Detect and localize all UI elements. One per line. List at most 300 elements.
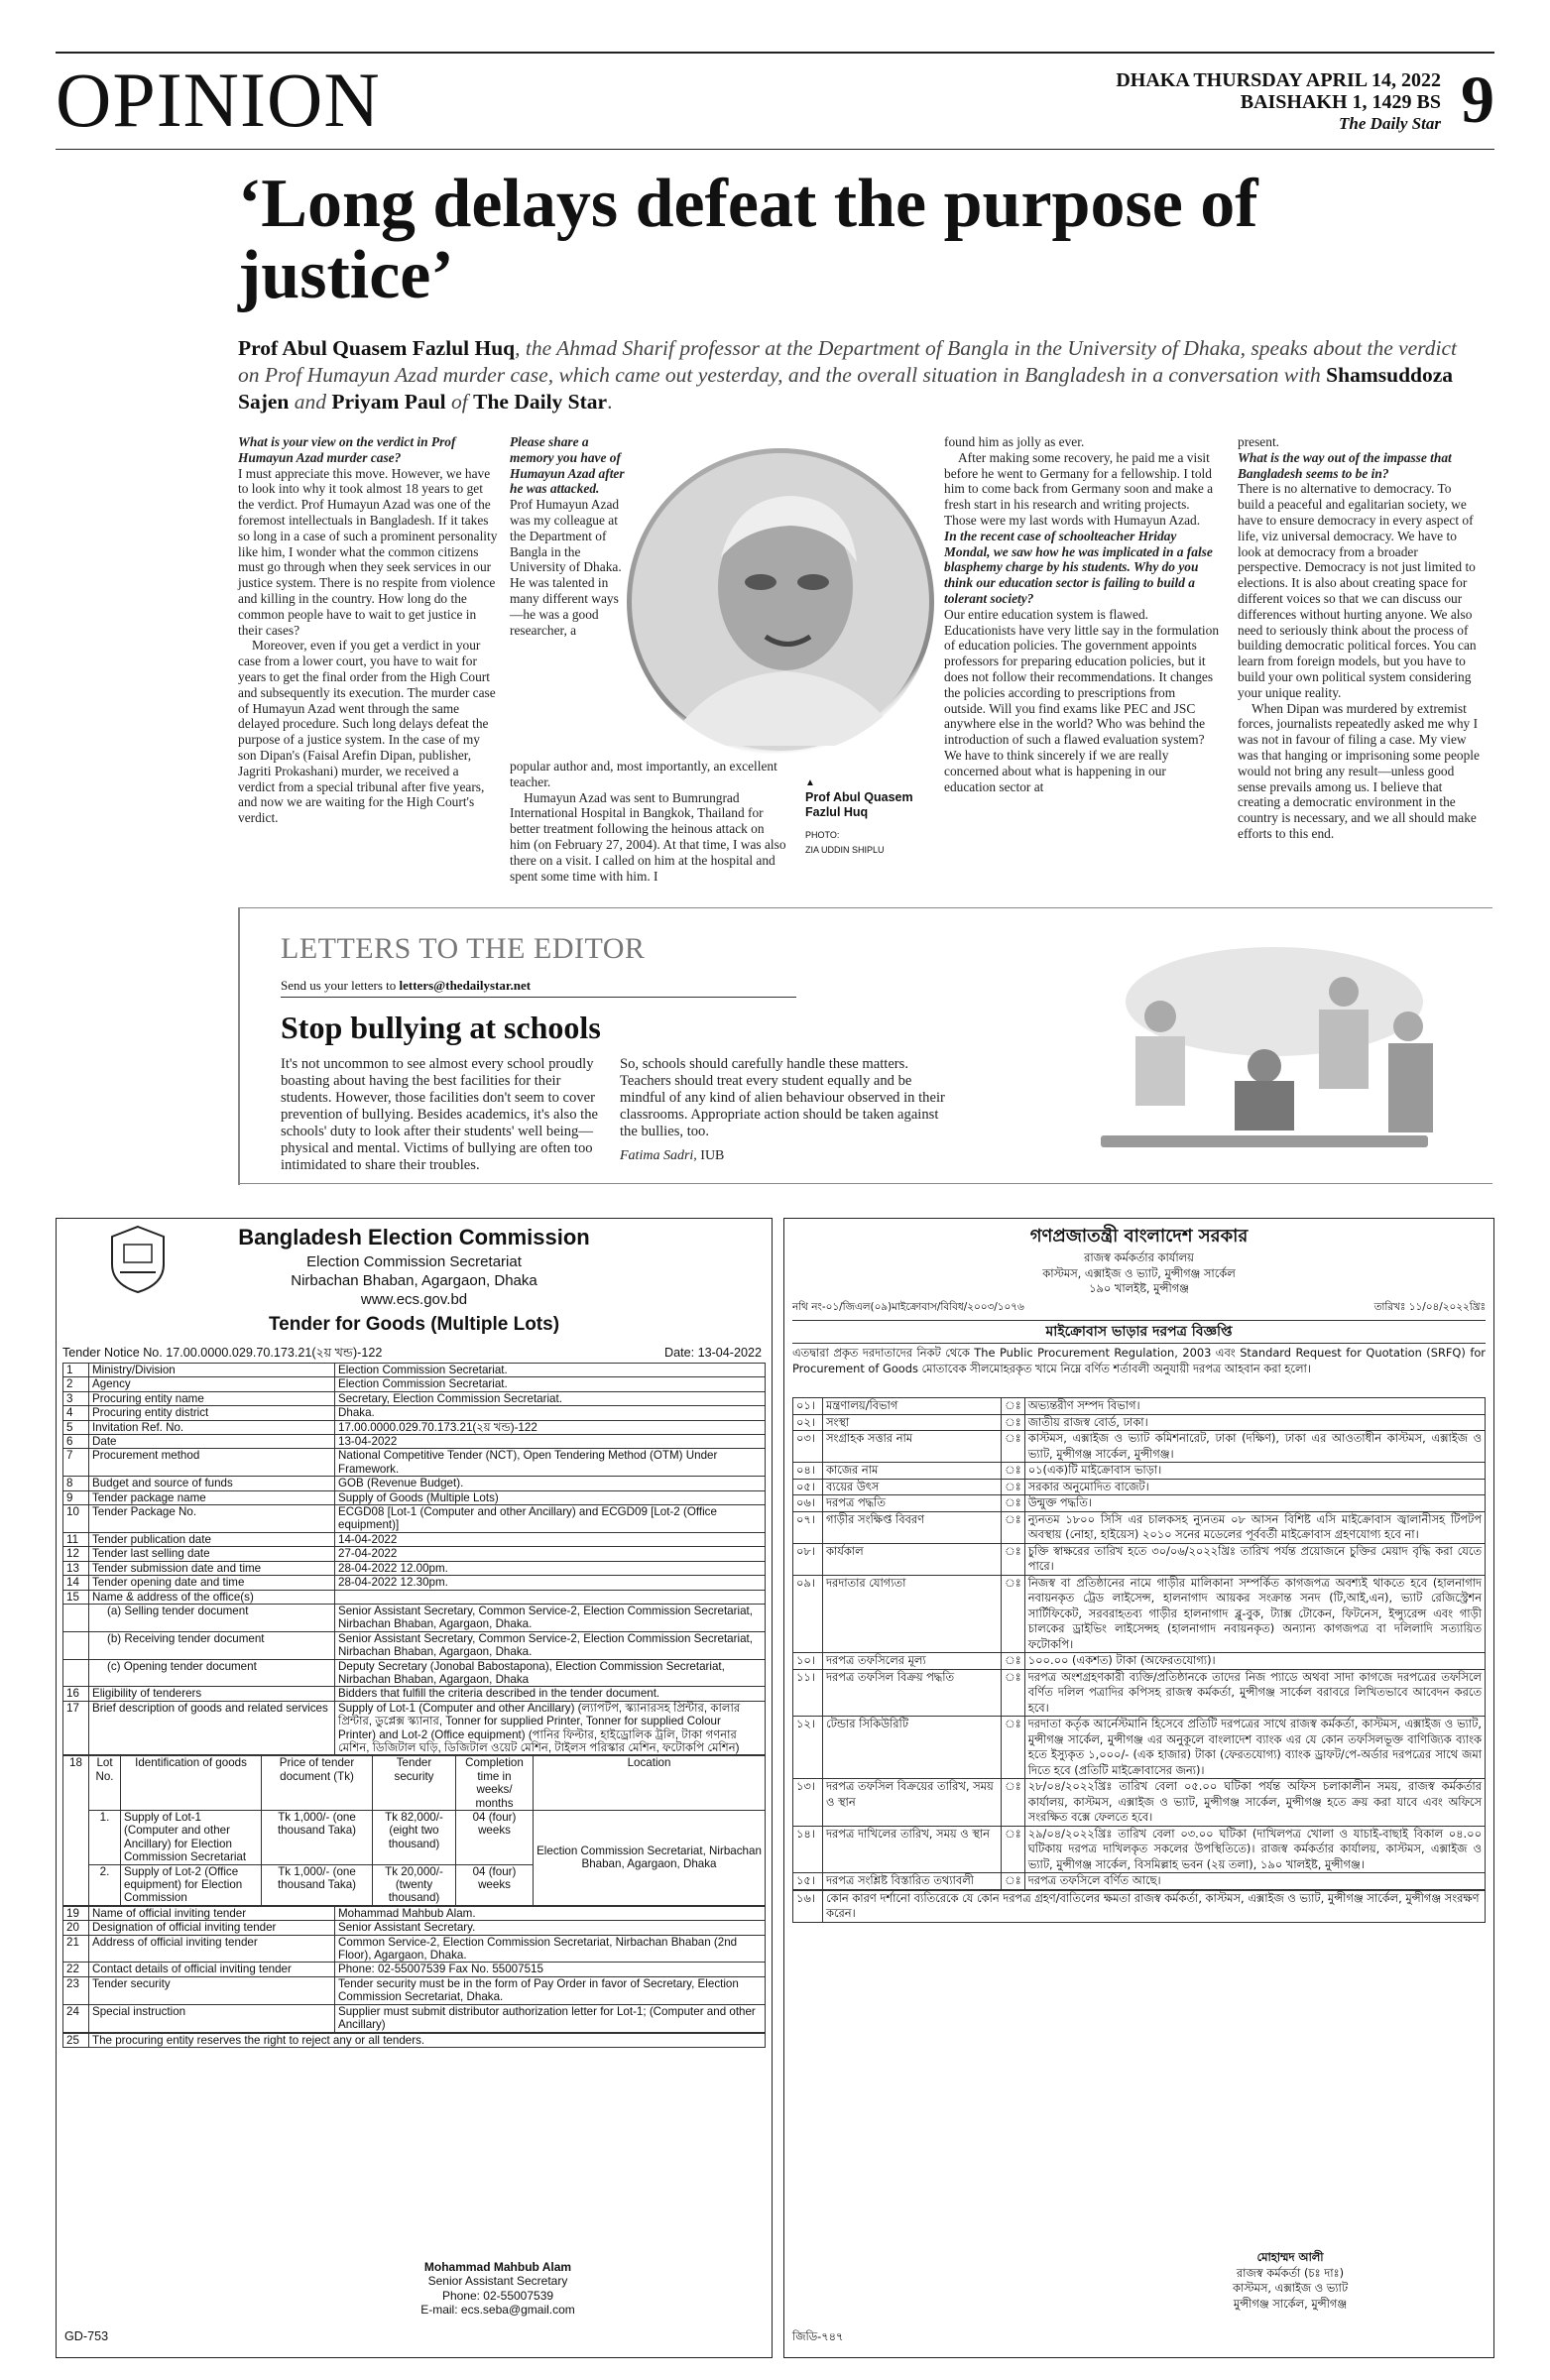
cell: Tender last selling date xyxy=(89,1547,335,1561)
bec-gd: GD-753 xyxy=(64,2329,109,2343)
colon-cell: ঃ xyxy=(1002,1543,1025,1575)
gov-signature xyxy=(1181,2250,1399,2312)
cell xyxy=(63,1631,89,1659)
cell: ১৫। xyxy=(793,1873,823,1890)
cell: 28-04-2022 12.00pm. xyxy=(335,1561,766,1575)
author-1: Shamsuddoza Sajen xyxy=(238,363,1454,414)
table-row xyxy=(63,1490,766,1504)
cell: Tender opening date and time xyxy=(89,1576,335,1590)
table-row xyxy=(63,1377,766,1391)
question: In the recent case of schoolteacher Hriday Mondal, we saw how he was implicated in a false blasphemy charge by his students. Why do you think our education sector is failing to build a tolerant society? xyxy=(944,528,1213,606)
cell: ০৪। xyxy=(793,1463,823,1480)
colon-cell: ঃ xyxy=(1002,1826,1025,1873)
table-row xyxy=(63,1963,766,1976)
cell: অভ্যন্তরীণ সম্পদ বিভাগ। xyxy=(1024,1398,1485,1415)
cell: 25 xyxy=(63,2033,89,2047)
gov-sig-circle: মুন্সীগঞ্জ সার্কেল, মুন্সীগঞ্জ xyxy=(1233,2296,1348,2311)
cell: ১২। xyxy=(793,1717,823,1779)
table-row xyxy=(793,1463,1486,1480)
cell: নিজস্ব বা প্রতিষ্ঠানের নামে গাড়ীর মালিকানা সম্পর্কিত কাগজপত্র অবশ্যই থাকতে হবে (হালনাগাদ নবায়নকৃত ট্রেড লাইসেন্স, হালনাগাদ আয়কর সংক্রান্ত সনদ (টি,আই,এন), ভ্যাট রেজিস্ট্রেশন সার্টিফিকেট, সরবরাহতব্য গাড়ীর হালনাগাদ ব্লু-বুক, ট্যাক্স টোকেন, ফিটনেস, ইন্স্যুরেন্স এবং গাড়ী চালকের ড্রাইভিং লাইসেন্সহ (হালনাগাদ নবায়নকৃত) অন্যান্য কাগজপত্র বা দলিলাদি সত্যায়িত ফটোকপি। xyxy=(1024,1575,1485,1653)
cell: Ministry/Division xyxy=(89,1364,335,1377)
cell: The procuring entity reserves the right to reject any or all tenders. xyxy=(89,2033,766,2047)
cell: সরকার অনুমোদিত বাজেট। xyxy=(1024,1479,1485,1495)
cell: Contact details of official inviting tender xyxy=(89,1963,335,1976)
cell: 1. xyxy=(89,1811,121,1865)
cell: দরপত্র অংশগ্রহণকারী ব্যক্তি/প্রতিষ্ঠানকে তাদের নিজ প্যাডে অথবা সাদা কাগজে দরপত্রের তফসিলে বর্ণিত দলিল পত্রাদির কপিসহ রাজস্ব কর্মকর্তা, মুন্সীগঞ্জ সার্কেল বরাবরে লিখিতভাবে আবেদন করতে হবে। xyxy=(1024,1669,1485,1717)
author-2: Priyam Paul xyxy=(331,390,446,414)
cell: ০৮। xyxy=(793,1543,823,1575)
cell: ব্যয়ের উৎস xyxy=(823,1479,1002,1495)
cell: 23 xyxy=(63,1976,89,2004)
cell: ২৮/০৪/২০২২খ্রিঃ তারিখ বেলা ০৫.০০ ঘটিকা পর্যন্ত অফিস চলাকালীন সময়, রাজস্ব কর্মকর্তার কার্যালয়, কাস্টমস, এক্সাইজ ও ভ্যাট, মুন্সীগঞ্জ সার্কেল, মুন্সীগঞ্জ হতে ক্রয় করা যাবে এবং অফিসে সংরক্ষিত বক্সে ফেলতে হবে। xyxy=(1024,1779,1485,1827)
colon-cell: ঃ xyxy=(1002,1873,1025,1890)
gov-sub-1: রাজস্ব কর্মকর্তার কার্যালয় xyxy=(1084,1250,1194,1264)
header-cell: Price of tender document (Tk) xyxy=(262,1756,373,1811)
cell: Tender Package No. xyxy=(89,1505,335,1533)
cell: ০৫। xyxy=(793,1479,823,1495)
paragraph: found him as jolly as ever. xyxy=(944,434,1085,449)
date-line: DHAKA THURSDAY APRIL 14, 2022 xyxy=(1116,69,1441,91)
table-row xyxy=(793,1653,1486,1670)
cell: Senior Assistant Secretary, Common Service-2, Election Commission Secretariat, Nirbachan Bhaban, Agargaon, Dhaka. xyxy=(335,1604,766,1631)
cell: (c) Opening tender document xyxy=(89,1659,335,1687)
cell: Secretary, Election Commission Secretariat. xyxy=(335,1391,766,1405)
gov-row16-table xyxy=(792,1890,1486,1923)
table-row xyxy=(63,1532,766,1546)
article-col-4 xyxy=(1238,434,1481,842)
cell: ০৬। xyxy=(793,1495,823,1512)
colon-cell: ঃ xyxy=(1002,1511,1025,1543)
gov-ref: নথি নং-০১/জিএল(০৯)মাইক্রোবাস/বিবিধ/২০০৩/১০৭৬ xyxy=(792,1301,1024,1313)
cell: Procurement method xyxy=(89,1449,335,1477)
cell: 5 xyxy=(63,1420,89,1434)
cell: Supply of Lot-1 (Computer and other Ancillary) for Election Commission Secretariat xyxy=(121,1811,262,1865)
gov-rows xyxy=(793,1398,1486,1890)
bec-table xyxy=(62,1363,766,2048)
table-row xyxy=(63,1477,766,1490)
cell: সংস্থা xyxy=(823,1414,1002,1431)
cell: টেন্ডার সিকিউরিটি xyxy=(823,1717,1002,1779)
cell: দরপত্র তফসিল বিক্রয় পদ্ধতি xyxy=(823,1669,1002,1717)
cell: ১৩। xyxy=(793,1779,823,1827)
cell: Address of official inviting tender xyxy=(89,1935,335,1963)
table-row xyxy=(63,2033,766,2047)
photo-caption xyxy=(805,775,934,858)
paragraph: There is no alternative to democracy. To build a peaceful and egalitarian society, we have to ensure democracy in every aspect of life, viz universal democracy. We have to look at democracy from a broader perspective. Democracy is not just limited to elections. It is also about creating space for different voices so that we can discuss our differences without hurting anyone. We also need to seriously think about the process of building democratic political forces. You can learn from foreign models, but you have to build your own political system considering your unique reality. xyxy=(1238,481,1477,700)
colon-cell: ঃ xyxy=(1002,1717,1025,1779)
table-row xyxy=(63,1561,766,1575)
table-row xyxy=(63,1701,766,1755)
paragraph: I must appreciate this move. However, we have to look into why it took almost 18 years to get the verdict. Prof Humayun Azad was one of the foremost intellectuals in Bangladesh. If it takes so long in a case of such a prominent personality like him, I wonder what the common citizens must go through when they seek services in our justice system. There is no respite from violence and killing in the country. How long do the common people have to wait to get justice in their cases? xyxy=(238,465,498,638)
cell: ০১(এক)টি মাইক্রোবাস ভাড়া। xyxy=(1024,1463,1485,1480)
masthead-rule xyxy=(56,149,1494,150)
cell: Bidders that fulfill the criteria described in the tender document. xyxy=(335,1687,766,1701)
cell: Supply of Lot-1 (Computer and other Ancillary) (ল্যাপটপ, স্ক্যানারসহ প্রিন্টার, কালার প্রিন্টার, ডুপ্লেক্স স্ক্যানার, Tonner for supplied Printer, Tonner for supplied Colour Printer) and Lot-2 (Office equipment) (পানির ফিল্টার, হাইড্রোলিক ট্রলি, টাকা গণনার মেশিন, ডিজিটাল ঘড়ি, ডিজিটাল ওয়েট মেশিন, টাইলস পরিস্কার মেশিন, ফটোকপি মেশিন) xyxy=(335,1701,766,1755)
paragraph: After making some recovery, he paid me a visit before he went to Germany for a fellowship. I told him to come back from Germany soon and make a fresh start in his research and writing projects. Those were my last words with Humayun Azad. xyxy=(944,449,1214,528)
cell: GOB (Revenue Budget). xyxy=(335,1477,766,1490)
cell: 24 xyxy=(63,2004,89,2032)
table-row xyxy=(63,1590,766,1604)
cell: Phone: 02-55007539 Fax No. 55007515 xyxy=(335,1963,766,1976)
article-col-2-cont xyxy=(510,759,787,884)
cell: Senior Assistant Secretary. xyxy=(335,1921,766,1935)
cell: (b) Receiving tender document xyxy=(89,1631,335,1659)
table-row xyxy=(793,1717,1486,1779)
letters-send xyxy=(281,978,796,998)
cell: 12 xyxy=(63,1547,89,1561)
table-row xyxy=(793,1873,1486,1890)
cell: Tk 1,000/- (one thousand Taka) xyxy=(262,1811,373,1865)
cell: কার্যকাল xyxy=(823,1543,1002,1575)
cell: 9 xyxy=(63,1490,89,1504)
table-row xyxy=(63,1921,766,1935)
gov-tender-notice xyxy=(783,1218,1494,2358)
cell: ২৯/০৪/২০২২খ্রিঃ তারিখ বেলা ০৩.০০ ঘটিকা (দাখিলপত্র খোলা ও যাচাই-বাছাই বিকাল ০৪.০০ ঘটিকায় দরপত্র দাখিলকৃত সকলের উপস্থিতিতে)। রাজস্ব কর্মকর্তার কার্যালয়, কাস্টমস, এক্সাইজ ও ভ্যাট, মুন্সীগঞ্জ সার্কেল, বিসমিল্লাহ ভবন (২য় তলা), ১৯০ খালইষ্ট, মুন্সীগঞ্জ। xyxy=(1024,1826,1485,1873)
table-row xyxy=(63,1505,766,1533)
cell: কোন কারণ দর্শানো ব্যতিরেকে যে কোন দরপত্র গ্রহণ/বাতিলের ক্ষমতা রাজস্ব কর্মকর্তা, কাস্টমস, এক্সাইজ ও ভ্যাট, মুন্সীগঞ্জ সার্কেল, মুন্সীগঞ্জ সংরক্ষণ করেন। xyxy=(823,1890,1486,1922)
header-cell: Tender security xyxy=(373,1756,456,1811)
colon-cell: ঃ xyxy=(1002,1669,1025,1717)
table-row xyxy=(63,1547,766,1561)
bec-date: Date: 13-04-2022 xyxy=(663,1346,762,1360)
cell: Tk 82,000/- (eight two thousand) xyxy=(373,1811,456,1865)
cell: 13 xyxy=(63,1561,89,1575)
standfirst-of: of xyxy=(445,390,474,414)
cell: 10 xyxy=(63,1505,89,1533)
cell: 15 xyxy=(63,1590,89,1604)
question: What is your view on the verdict in Prof Humayun Azad murder case? xyxy=(238,434,456,465)
cell: 3 xyxy=(63,1391,89,1405)
portrait-photo xyxy=(627,448,934,756)
cell: 11 xyxy=(63,1532,89,1546)
table-row xyxy=(63,1364,766,1377)
table-row xyxy=(793,1431,1486,1463)
outlet: The Daily Star xyxy=(473,390,608,414)
cell: ১০০.০০ (একশত) টাকা (অফেরতযোগ্য)। xyxy=(1024,1653,1485,1670)
standfirst-and: and xyxy=(289,390,332,414)
cell: দরপত্র তফসিলের মূল্য xyxy=(823,1653,1002,1670)
cell: 20 xyxy=(63,1921,89,1935)
cell: 4 xyxy=(63,1406,89,1420)
letter-sig-name: Fatima Sadri xyxy=(620,1148,694,1163)
cell: ০৭। xyxy=(793,1511,823,1543)
cell: Procuring entity district xyxy=(89,1406,335,1420)
gov-gd: জিডি-৭৪৭ xyxy=(792,2329,844,2343)
cell: Date xyxy=(89,1435,335,1449)
table-row xyxy=(793,1511,1486,1543)
standfirst-period: . xyxy=(607,390,613,414)
letters-send-text: Send us your letters to xyxy=(281,978,400,993)
colon-cell: ঃ xyxy=(1002,1779,1025,1827)
paragraph: popular author and, most importantly, an excellent teacher. xyxy=(510,759,777,789)
gov-table xyxy=(792,1397,1486,1923)
table-row xyxy=(793,1398,1486,1415)
table-row xyxy=(63,1976,766,2004)
cell: Special instruction xyxy=(89,2004,335,2032)
cell: দরপত্র তফসিল বিক্রয়ের তারিখ, সময় ও স্থান xyxy=(823,1779,1002,1827)
gov-sig-title: রাজস্ব কর্মকর্তা (চঃ দাঃ) xyxy=(1236,2265,1345,2280)
letter-col-2: So, schools should carefully handle these matters. Teachers should treat every student equally and be mindful of any kind of alien behaviour observed in their classrooms. Appropriate action should be taken against the bullies, too. xyxy=(620,1056,945,1139)
cell: 8 xyxy=(63,1477,89,1490)
cell: 13-04-2022 xyxy=(335,1435,766,1449)
cell: Procuring entity name xyxy=(89,1391,335,1405)
cell: 7 xyxy=(63,1449,89,1477)
cell: ০৯। xyxy=(793,1575,823,1653)
cell xyxy=(335,1590,766,1604)
question: Please share a memory you have of Humayun Azad after he was attacked. xyxy=(510,434,625,497)
cell: ০২। xyxy=(793,1414,823,1431)
colon-cell: ঃ xyxy=(1002,1575,1025,1653)
paragraph: Prof Humayun Azad was my colleague at the Department of Bangla in the University of Dhaka. He was talented in many different ways—he was a good researcher, a xyxy=(510,497,622,638)
bec-title: Tender for Goods (Multiple Lots) xyxy=(268,1314,560,1335)
cell: 21 xyxy=(63,1935,89,1963)
bec-lots-table xyxy=(62,1755,766,1905)
cell: Eligibility of tenderers xyxy=(89,1687,335,1701)
bec-sig-email[interactable]: E-mail: ecs.seba@gmail.com xyxy=(420,2303,575,2318)
cell: দরপত্র পদ্ধতি xyxy=(823,1495,1002,1512)
bec-signature xyxy=(374,2260,622,2318)
bec-sub xyxy=(57,1252,772,1309)
table-row xyxy=(63,2004,766,2032)
standfirst-text: , the Ahmad Sharif professor at the Department of Bangla in the University of Dhaka, speaks about the verdict on Prof Humayun Azad murder case, which came out yesterday, and the overall situation in Bangladesh in a conversation with xyxy=(238,336,1458,387)
bec-rows xyxy=(63,1364,766,1755)
table-row xyxy=(63,1406,766,1420)
photo-credit xyxy=(805,828,934,858)
gov-date: তারিখঃ ১১/০৪/২০২২খ্রিঃ xyxy=(1373,1301,1486,1313)
bec-sig-name: Mohammad Mahbub Alam xyxy=(423,2260,572,2274)
cell: Agency xyxy=(89,1377,335,1391)
table-row xyxy=(63,1659,766,1687)
cell: মন্ত্রণালয়/বিভাগ xyxy=(823,1398,1002,1415)
gov-sub xyxy=(784,1250,1493,1297)
cell: Invitation Ref. No. xyxy=(89,1420,335,1434)
gov-title: গণপ্রজাতন্ত্রী বাংলাদেশ সরকার xyxy=(1029,1226,1249,1247)
location-cell: Election Commission Secretariat, Nirbachan Bhaban, Agargaon, Dhaka xyxy=(534,1811,766,1906)
cell: 17 xyxy=(63,1701,89,1755)
bullying-illustration xyxy=(1041,932,1488,1170)
question: What is the way out of the impasse that Bangladesh seems to be in? xyxy=(1238,449,1452,481)
bec-rows2 xyxy=(63,1906,766,2032)
cell: Name & address of the office(s) xyxy=(89,1590,335,1604)
cell: Budget and source of funds xyxy=(89,1477,335,1490)
cell: ১১। xyxy=(793,1669,823,1717)
table-row xyxy=(63,1811,766,1865)
table-row xyxy=(793,1826,1486,1873)
bec-row25-table xyxy=(62,2033,766,2048)
table-row xyxy=(63,1391,766,1405)
interviewee: Prof Abul Quasem Fazlul Huq xyxy=(238,336,516,360)
letter-title: Stop bullying at schools xyxy=(281,1010,601,1045)
table-row xyxy=(793,1575,1486,1653)
cell: ১০। xyxy=(793,1653,823,1670)
gov-sub-2: কাস্টমস, এক্সাইজ ও ভ্যাট, মুন্সীগঞ্জ সার্কেল xyxy=(1042,1265,1236,1280)
cell: 14 xyxy=(63,1576,89,1590)
paragraph: When Dipan was murdered by extremist forces, journalists repeatedly asked me why I was not in favour of filing a case. My view was that hanging or imprisoning some people would not bring any result—unless good sense prevails among us. I believe that creating a democratic environment in the country is necessary, and we all should make efforts to this end. xyxy=(1238,700,1480,841)
gov-sig-org: কাস্টমস, এক্সাইজ ও ভ্যাট xyxy=(1232,2281,1349,2295)
cell: দরপত্র তফসিলে বর্ণিত আছে। xyxy=(1024,1873,1485,1890)
cell: উন্মুক্ত পদ্ধতি। xyxy=(1024,1495,1485,1512)
bec-sig-phone: Phone: 02-55007539 xyxy=(441,2288,554,2303)
paragraph: Humayun Azad was sent to Bumrungrad International Hospital in Bangkok, Thailand for better treatment following the heinous attack on him (on February 27, 2004). At that time, I was also there on a visit. I called on him at the hospital and spent some time with him. I xyxy=(510,789,786,884)
colon-cell: ঃ xyxy=(1002,1431,1025,1463)
article-col-1 xyxy=(238,434,498,826)
table-row xyxy=(63,1604,766,1631)
letter-col-1: It's not uncommon to see almost every school proudly boasting about having the best facilities for their students. However, those facilities don't seem to cover prevention of bullying. Besides academics, it's also the schools' duty to look after their students' well being—physical and mental. Victims of bullying are often too intimidated to share their troubles. xyxy=(281,1056,598,1173)
cell: Designation of official inviting tender xyxy=(89,1921,335,1935)
cell: সংগ্রাহক সত্তার নাম xyxy=(823,1431,1002,1463)
paragraph: present. xyxy=(1238,434,1280,449)
letters-bottom-rule xyxy=(238,1183,1492,1184)
cell: কাজের নাম xyxy=(823,1463,1002,1480)
cell: Name of official inviting tender xyxy=(89,1906,335,1920)
bec-lots xyxy=(63,1756,766,1905)
cell: ECGD08 [Lot-1 (Computer and other Ancillary) and ECGD09 [Lot-2 (Office equipment)] xyxy=(335,1505,766,1533)
gov-rows-table xyxy=(792,1397,1486,1890)
photo-credit-name: ZIA UDDIN SHIPLU xyxy=(805,845,885,855)
cell: Supplier must submit distributor authorization letter for Lot-1; (Computer and other Ancillary) xyxy=(335,2004,766,2032)
table-row xyxy=(793,1779,1486,1827)
table-row xyxy=(793,1495,1486,1512)
cell: Tender submission date and time xyxy=(89,1561,335,1575)
cell: Supply of Goods (Multiple Lots) xyxy=(335,1490,766,1504)
colon-cell: ঃ xyxy=(1002,1463,1025,1480)
table-row xyxy=(63,1906,766,1920)
cell: 19 xyxy=(63,1906,89,1920)
gov-sub-3: ১৯০ খালইষ্ট, মুন্সীগঞ্জ xyxy=(1089,1281,1189,1295)
gov-intro: এতদ্বারা প্রকৃত দরদাতাদের নিকট থেকে The Public Procurement Regulation, 2003 এবং Standard Request for Quotation (SRFQ) for Procurement of Goods মোতাবেক সীলমোহরকৃত খামে নিম্নে বর্ণিত শর্তাবলী অনুযায়ী দরপত্র আহবান করা হলো। xyxy=(792,1346,1486,1375)
standfirst xyxy=(238,335,1468,416)
table-row xyxy=(793,1479,1486,1495)
bec-sub-1: Election Commission Secretariat xyxy=(306,1253,522,1270)
photo-credit-label: PHOTO: xyxy=(805,830,840,840)
colon-cell: ঃ xyxy=(1002,1479,1025,1495)
cell: দরদাতার যোগ্যতা xyxy=(823,1575,1002,1653)
page-number: 9 xyxy=(1461,61,1494,137)
letters-heading: LETTERS TO THE EDITOR xyxy=(281,932,646,965)
table-row xyxy=(793,1414,1486,1431)
cell: Tender security must be in the form of Pay Order in favor of Secretary, Election Commission Secretariat, Dhaka. xyxy=(335,1976,766,2004)
letters-email[interactable]: letters@thedailystar.net xyxy=(399,978,532,993)
cell: দরপত্র সংশ্লিষ্ট বিস্তারিত তথ্যাবলী xyxy=(823,1873,1002,1890)
cell: 04 (four) weeks xyxy=(456,1864,534,1905)
cell: দরদাতা কর্তৃক আর্নেস্টমানি হিসেবে প্রতিটি দরপত্রের সাথে রাজস্ব কর্মকর্তা, কাস্টমস, এক্সাইজ ও ভ্যাট, মুন্সীগঞ্জ সার্কেল, মুন্সীগঞ্জ এর অনুকূলে বাংলাদেশ ব্যাংক এর যে কোন তফসিলভূক্ত বাণিজ্যিক ব্যাংক হতে ইস্যুকৃত ১,০০০/- (এক হাজার) টাকা (ফেরতযোগ্য) ব্যাংক ড্রাফট/পে-অর্ডার দরপত্রের সাথে জমা দিতে হবে (প্রতিটি মাইক্রোবাসের জন্য)। xyxy=(1024,1717,1485,1779)
cell: ন্যুনতম ১৮০০ সিসি এর চালকসহ ন্যুনতম ০৮ আসন বিশিষ্ট এসি মাইক্রোবাস জ্বালানীসহ টিপটপ অবস্থায় (নোহা, হাইয়েস) ২০১০ সনের মডেলের পূর্ববর্তী মাইক্রোবাস গ্রহণযোগ্য হবে না। xyxy=(1024,1511,1485,1543)
cell: Election Commission Secretariat. xyxy=(335,1377,766,1391)
cell: Tk 20,000/- (twenty thousand) xyxy=(373,1864,456,1905)
cell: Brief description of goods and related services xyxy=(89,1701,335,1755)
bec-notice-no: Tender Notice No. 17.00.0000.029.70.173.21(২য় খন্ড)-122 xyxy=(62,1346,383,1360)
cell: দরপত্র দাখিলের তারিখ, সময় ও স্থান xyxy=(823,1826,1002,1873)
paper-name: The Daily Star xyxy=(1339,114,1441,133)
table-row xyxy=(793,1669,1486,1717)
colon-cell: ঃ xyxy=(1002,1414,1025,1431)
portrait-illustration xyxy=(627,448,934,756)
bangla-date: BAISHAKH 1, 1429 BS xyxy=(1240,91,1441,113)
gov-sig-name: মোহাম্মদ আলী xyxy=(1256,2250,1324,2264)
bec-org: Bangladesh Election Commission xyxy=(238,1225,590,1250)
table-row xyxy=(63,1420,766,1434)
cell: 14-04-2022 xyxy=(335,1532,766,1546)
table-row xyxy=(63,1935,766,1963)
bec-web[interactable]: www.ecs.gov.bd xyxy=(360,1291,468,1308)
cell: (a) Selling tender document xyxy=(89,1604,335,1631)
cell: Tender package name xyxy=(89,1490,335,1504)
cell: 16 xyxy=(63,1687,89,1701)
table-row xyxy=(793,1543,1486,1575)
cell: 2. xyxy=(89,1864,121,1905)
cell: ০১। xyxy=(793,1398,823,1415)
cell: ১৪। xyxy=(793,1826,823,1873)
cell: Tk 1,000/- (one thousand Taka) xyxy=(262,1864,373,1905)
cell: 28-04-2022 12.30pm. xyxy=(335,1576,766,1590)
top-rule xyxy=(56,52,1494,54)
letters-left-rule xyxy=(238,907,240,1185)
cell: Supply of Lot-2 (Office equipment) for Election Commission xyxy=(121,1864,262,1905)
header-cell: Lot No. xyxy=(89,1756,121,1811)
dateline xyxy=(1116,69,1441,135)
caption-text: Prof Abul Quasem Fazlul Huq xyxy=(805,790,913,819)
table-row xyxy=(793,1890,1486,1922)
colon-cell: ঃ xyxy=(1002,1398,1025,1415)
colon-cell: ঃ xyxy=(1002,1653,1025,1670)
cell: 27-04-2022 xyxy=(335,1547,766,1561)
cell: ১৬। xyxy=(793,1890,823,1922)
table-row xyxy=(63,1435,766,1449)
section-title: OPINION xyxy=(56,57,381,143)
cell: কাস্টমস, এক্সাইজ ও ভ্যাট কমিশনারেট, ঢাকা (দক্ষিণ), ঢাকা এর আওতাধীন কাস্টমস, এক্সাইজ ও ভ্যাট, মুন্সীগঞ্জ সার্কেল, মুন্সীগঞ্জ। xyxy=(1024,1431,1485,1463)
paragraph: Moreover, even if you get a verdict in your case from a lower court, you have to wait for years to get the final order from the High Court and subsequently its execution. The murder case of Humayun Azad went through the same delayed procedure. Such long delays defeat the purpose of a justice system. In the case of my son Dipan's (Faisal Arefin Dipan, publisher, Jagriti Prokashani) murder, we received a verdict from a special tribunal after five years, and now we are waiting for the High Court's verdict. xyxy=(238,638,496,826)
letter-signature xyxy=(620,1148,724,1164)
colon-cell: ঃ xyxy=(1002,1495,1025,1512)
table-row xyxy=(63,1631,766,1659)
cell: Mohammad Mahbub Alam. xyxy=(335,1906,766,1920)
cell: Senior Assistant Secretary, Common Service-2, Election Commission Secretariat, Nirbachan Bhaban, Agargaon, Dhaka. xyxy=(335,1631,766,1659)
cell: 2 xyxy=(63,1377,89,1391)
cell xyxy=(63,1659,89,1687)
cell: Tender security xyxy=(89,1976,335,2004)
cell xyxy=(63,1604,89,1631)
cell: ০৩। xyxy=(793,1431,823,1463)
cell: Dhaka. xyxy=(335,1406,766,1420)
bec-rows-table xyxy=(62,1363,766,1755)
bec-rows2-table xyxy=(62,1906,766,2033)
cell: জাতীয় রাজস্ব বোর্ড, ঢাকা। xyxy=(1024,1414,1485,1431)
table-row xyxy=(63,1576,766,1590)
caption-arrow-icon: ▲ xyxy=(805,777,815,788)
cell: চুক্তি স্বাক্ষরের তারিখ হতে ৩০/০৬/২০২২খ্রিঃ তারিখ পর্যন্ত প্রয়োজনে চুক্তির মেয়াদ বৃদ্ধি করা যেতে পারে। xyxy=(1024,1543,1485,1575)
table-row xyxy=(63,1687,766,1701)
cell: 6 xyxy=(63,1435,89,1449)
table-row xyxy=(63,1449,766,1477)
article-col-2 xyxy=(510,434,631,638)
cell: 1 xyxy=(63,1364,89,1377)
cell: 22 xyxy=(63,1963,89,1976)
letter-sig-org: , IUB xyxy=(693,1148,725,1163)
table-header-row xyxy=(63,1756,766,1811)
headline: ‘Long delays defeat the purpose of justice’ xyxy=(238,166,1258,313)
cell: Common Service-2, Election Commission Secretariat, Nirbachan Bhaban (2nd Floor), Agargaon, Dhaka. xyxy=(335,1935,766,1963)
cell: Election Commission Secretariat. xyxy=(335,1364,766,1377)
bec-sub-2: Nirbachan Bhaban, Agargaon, Dhaka xyxy=(291,1272,537,1289)
cell: Deputy Secretary (Jonobal Babostapona), Election Commission Secretariat, Nirbachan Bhaban, Agargaon, Dhaka xyxy=(335,1659,766,1687)
header-cell: Completion time in weeks/ months xyxy=(456,1756,534,1811)
header-cell: Identification of goods xyxy=(121,1756,262,1811)
cell: Tender publication date xyxy=(89,1532,335,1546)
cell: 17.00.0000.029.70.173.21(২য় খন্ড)-122 xyxy=(335,1420,766,1434)
bec-sig-title: Senior Assistant Secretary xyxy=(427,2274,568,2289)
header-cell: Location xyxy=(534,1756,766,1811)
bec-tender-notice xyxy=(56,1218,773,2358)
